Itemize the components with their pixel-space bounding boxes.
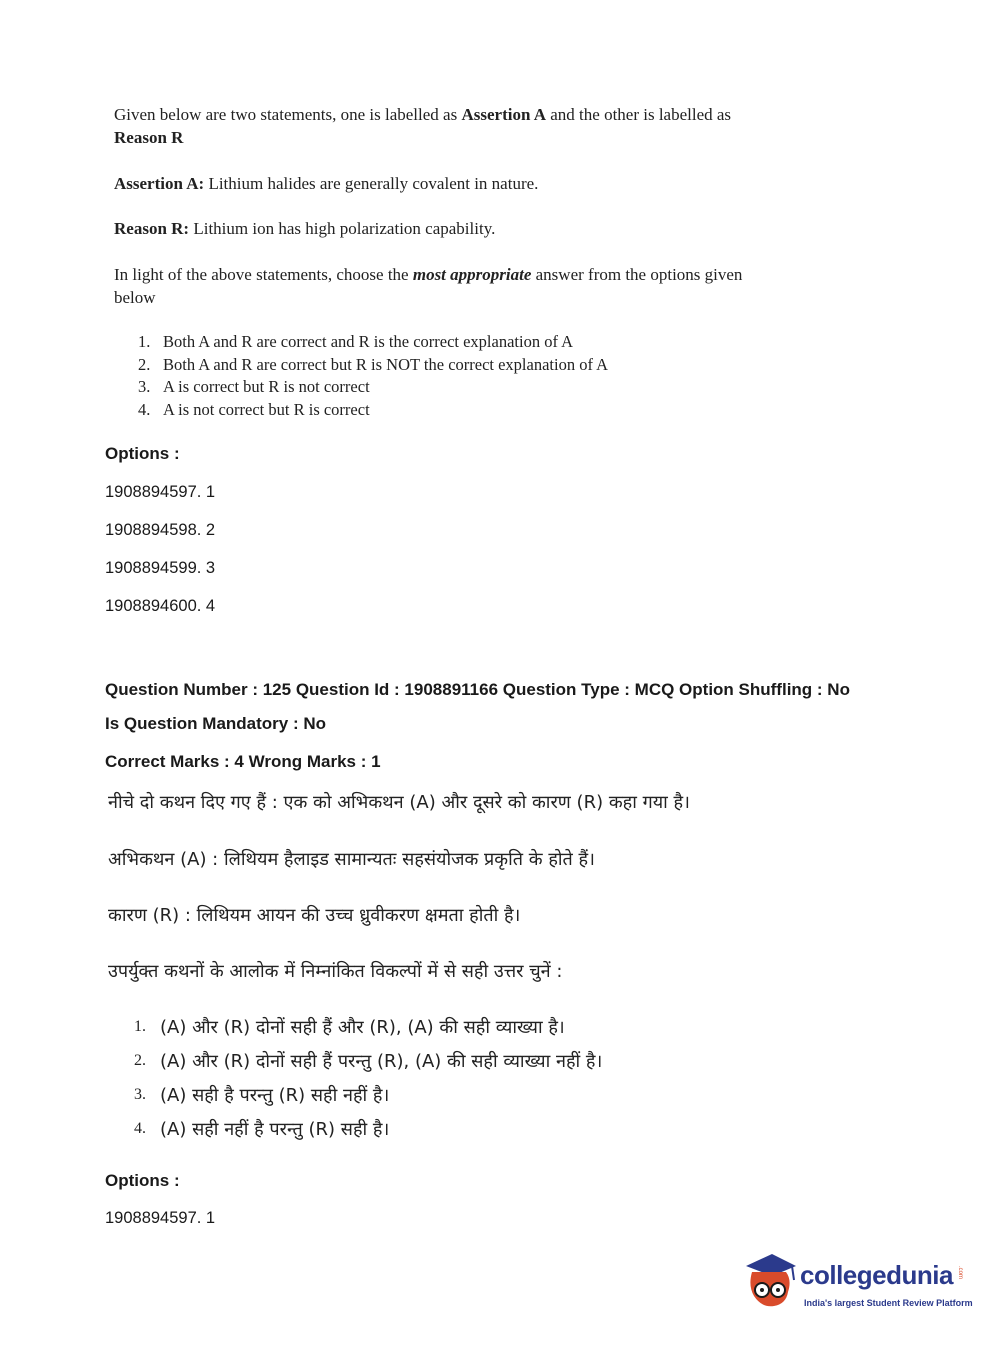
choice-text: (A) और (R) दोनों सही हैं और (R), (A) की सही व्याख्या है। <box>160 1017 565 1038</box>
q1-intro-text: Given below are two statements, one is labelled as <box>114 105 462 124</box>
choice-text: A is correct but R is not correct <box>163 377 370 397</box>
choice-number: 2. <box>134 1052 146 1069</box>
q2-hindi-reason: कारण (R) : लिथियम आयन की उच्च ध्रुवीकरण क्षमता होती है। <box>108 905 521 926</box>
choice-text: Both A and R are correct and R is the correct explanation of A <box>163 332 574 351</box>
choice-number: 3. <box>138 377 151 397</box>
choice-text: (A) सही है परन्तु (R) सही नहीं है। <box>160 1085 390 1106</box>
q1-options-heading: Options : <box>105 444 180 463</box>
q2-choice-4 <box>134 1112 602 1146</box>
q1-instruction-emphasis: most appropriate <box>412 265 532 284</box>
choice-number: 3. <box>134 1086 146 1103</box>
q2-marks: Correct Marks : 4 Wrong Marks : 1 <box>105 752 381 771</box>
choice-text: (A) सही नहीं है परन्तु (R) सही है। <box>160 1119 390 1140</box>
q1-option-2: 1908894598. 2 <box>105 521 216 539</box>
q1-intro-text-2: and the other is labelled as <box>546 105 732 124</box>
q1-option-4: 1908894600. 4 <box>105 597 216 615</box>
q1-choice-1 <box>138 331 608 354</box>
q1-choice-4 <box>138 399 608 422</box>
q1-intro <box>114 103 754 149</box>
q1-instruction-text-2: answer from the options given <box>531 265 743 284</box>
logo-com: .com <box>957 1266 963 1280</box>
q1-option-1: 1908894597. 1 <box>105 483 216 501</box>
choice-text: (A) और (R) दोनों सही हैं परन्तु (R), (A) की सही व्याख्या नहीं है। <box>160 1051 603 1072</box>
choice-text: A is not correct but R is correct <box>163 400 370 420</box>
choice-text: Both A and R are correct but R is NOT the correct explanation of A <box>163 354 609 374</box>
choice-number: 2. <box>138 354 151 374</box>
q1-intro-reason: Reason R <box>114 128 184 147</box>
choice-number: 4. <box>138 400 151 420</box>
q1-intro-assertion: Assertion A <box>461 105 546 124</box>
q1-choice-3 <box>138 376 608 399</box>
collegedunia-logo <box>742 1248 972 1318</box>
mascot-icon <box>742 1252 798 1310</box>
q2-hindi-assertion: अभिकथन (A) : लिथियम हैलाइड सामान्यतः सहसंयोजक प्रकृति के होते हैं। <box>108 849 595 870</box>
q2-hindi-intro: नीचे दो कथन दिए गए हैं : एक को अभिकथन (A) और दूसरे को कारण (R) कहा गया है। <box>108 792 690 813</box>
q1-option-3: 1908894599. 3 <box>105 559 216 577</box>
q2-options-heading: Options : <box>105 1171 180 1190</box>
logo-tagline: India's largest Student Review Platform <box>804 1298 973 1308</box>
q1-instruction-text: In light of the above statements, choose the <box>114 265 413 284</box>
q2-choice-2 <box>134 1044 602 1078</box>
q2-option-1: 1908894597. 1 <box>105 1209 216 1227</box>
q1-choice-2 <box>138 354 608 377</box>
q1-assertion-text: Lithium halides are generally covalent in nature. <box>204 174 539 193</box>
logo-wordmark: collegedunia <box>800 1260 953 1290</box>
q1-reason-text: Lithium ion has high polarization capability. <box>189 219 496 238</box>
q2-choice-3 <box>134 1078 602 1112</box>
choice-number: 4. <box>134 1120 146 1137</box>
q2-hindi-choice-list <box>134 1010 602 1146</box>
q1-instruction-text-3: below <box>114 288 156 307</box>
q1-instruction <box>114 263 754 309</box>
q1-choice-list <box>138 331 608 422</box>
q2-meta-line: Question Number : 125 Question Id : 1908891166 Question Type : MCQ Option Shuffling : No <box>105 680 850 699</box>
q1-assertion <box>114 172 754 195</box>
choice-number: 1. <box>134 1018 146 1035</box>
q2-mandatory: Is Question Mandatory : No <box>105 714 327 733</box>
choice-number: 1. <box>138 332 151 351</box>
q1-reason-label: Reason R: <box>114 219 190 238</box>
q2-hindi-instruction: उपर्युक्त कथनों के आलोक में निम्नांकित विकल्पों में से सही उत्तर चुनें : <box>108 961 563 982</box>
q2-choice-1 <box>134 1010 602 1044</box>
q1-assertion-label: Assertion A: <box>114 174 205 193</box>
q1-reason <box>114 217 754 240</box>
